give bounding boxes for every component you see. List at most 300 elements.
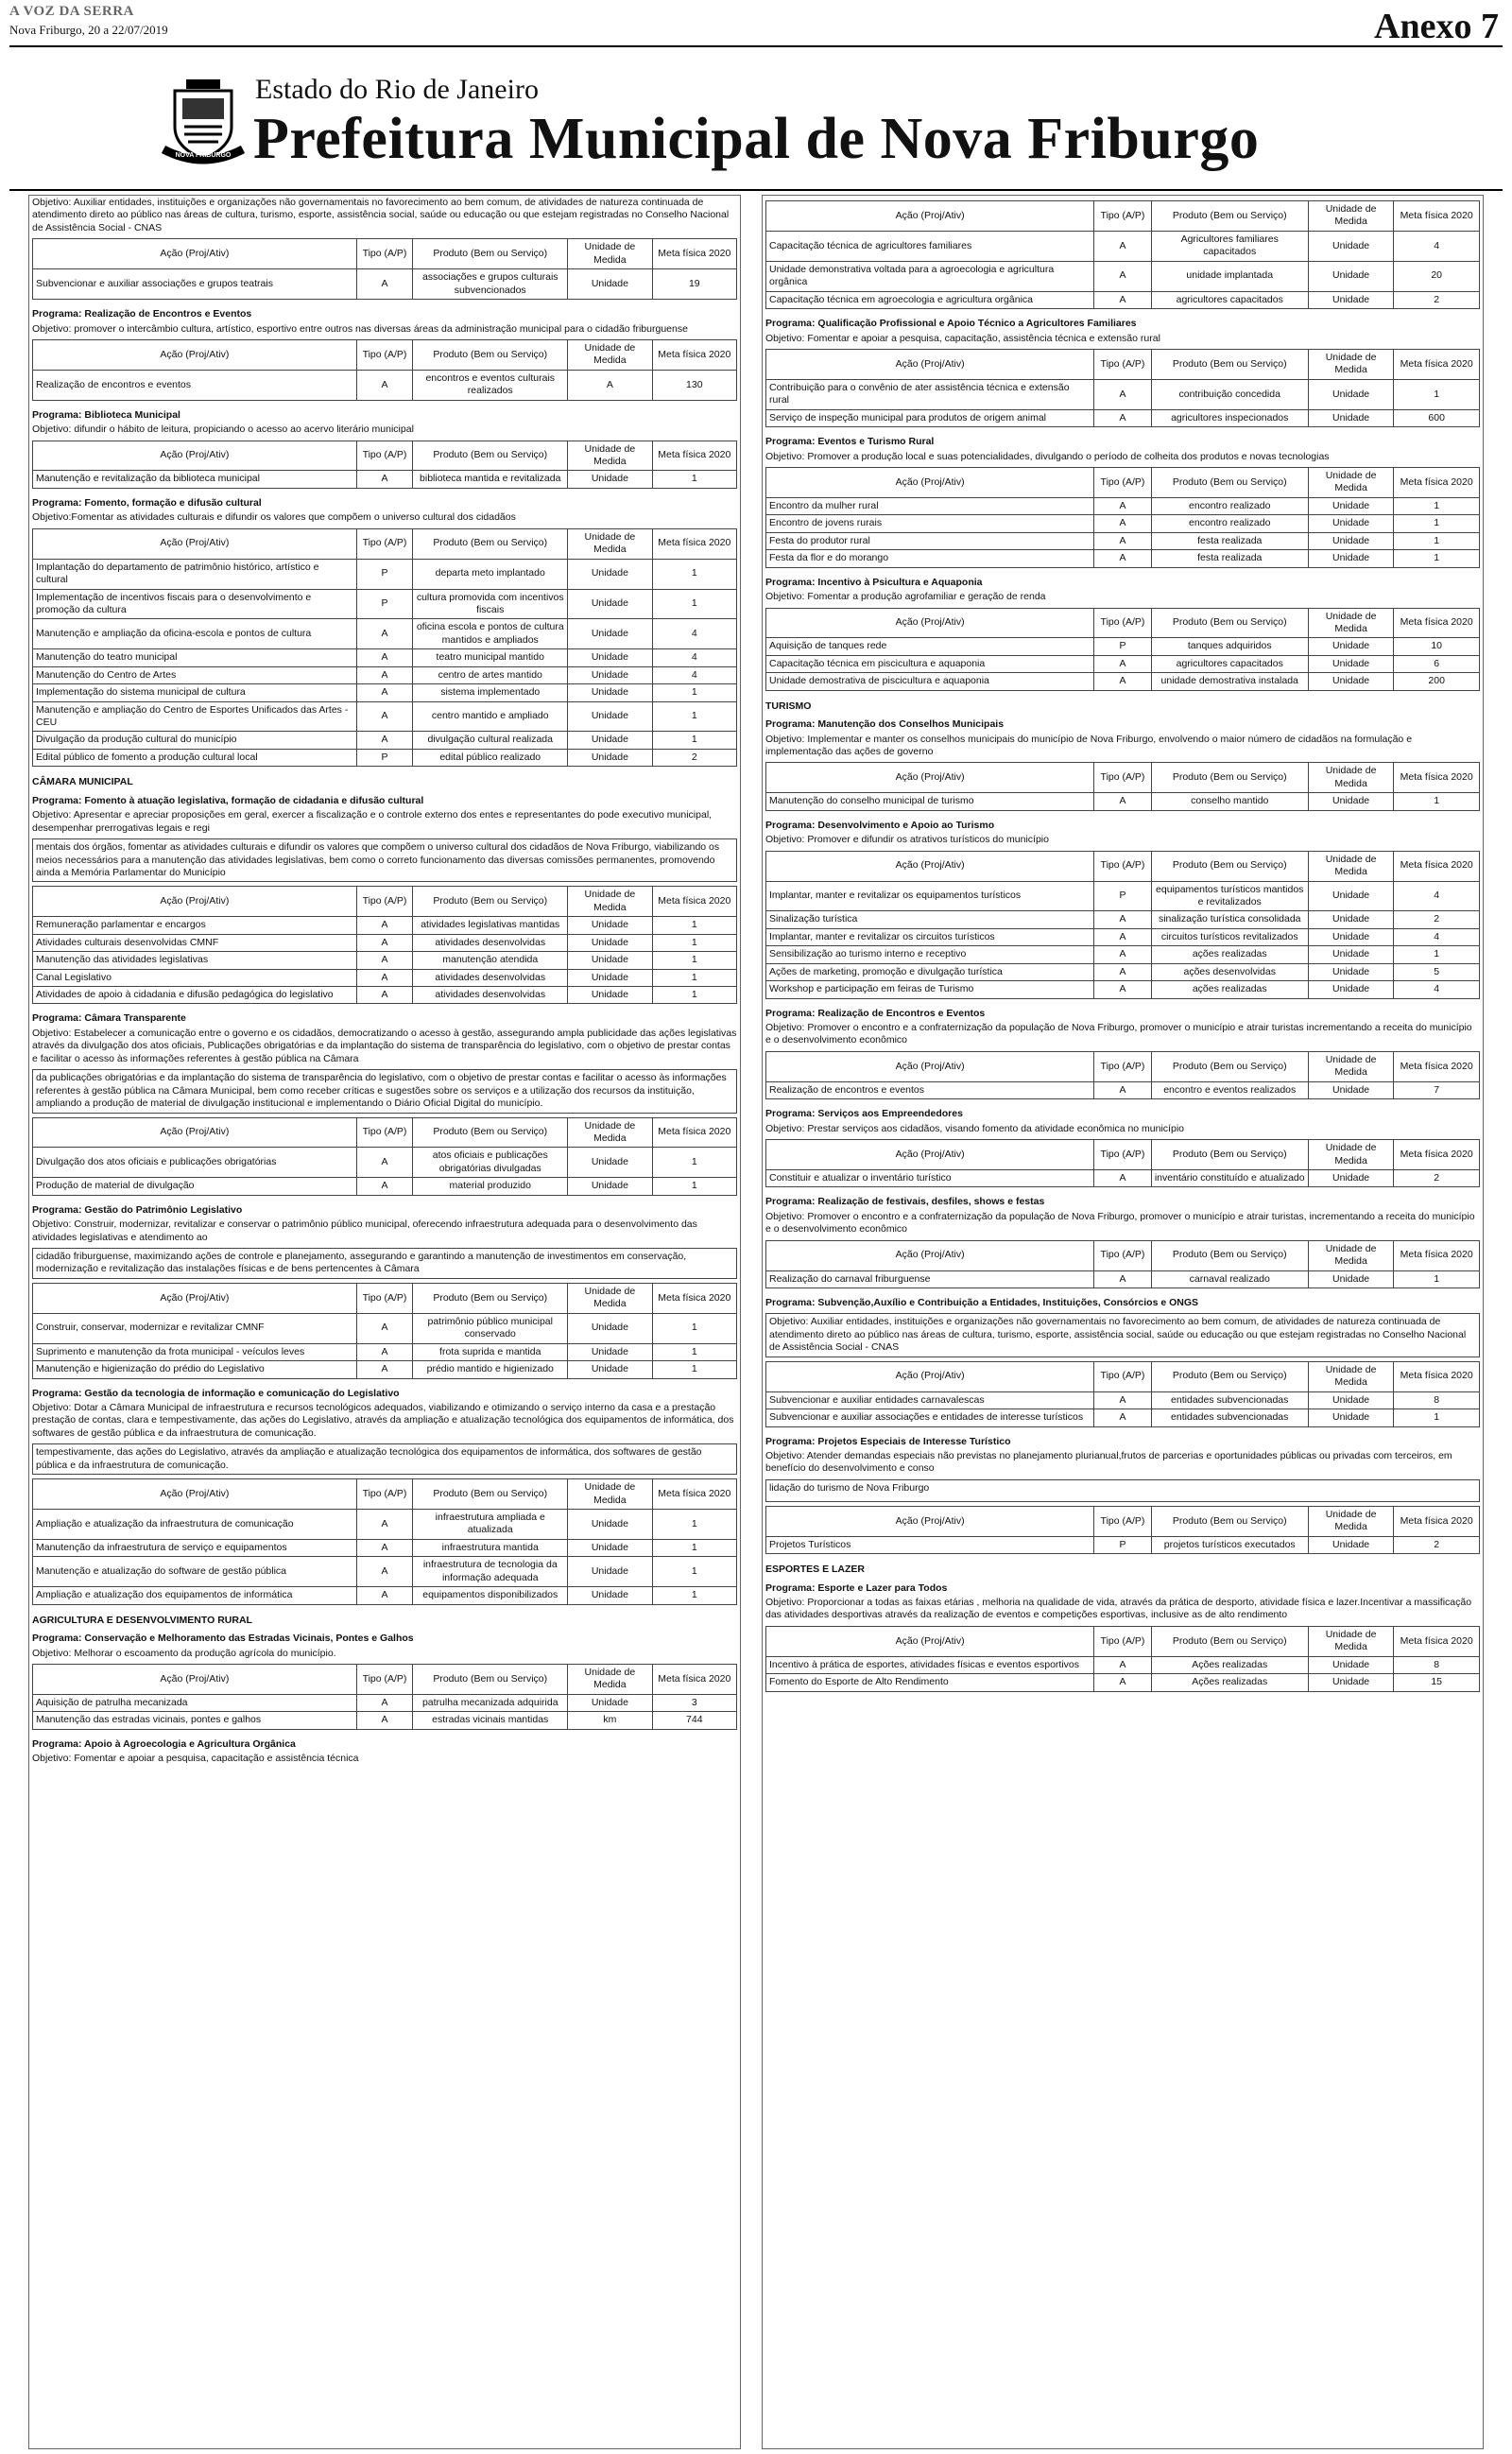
column-header-acao: Ação (Proj/Ativ) [766,1626,1094,1656]
target-cell: 1 [1394,532,1480,549]
column-header-meta: Meta física 2020 [1394,201,1480,232]
table-row [766,963,1480,980]
column-header-meta: Meta física 2020 [1394,1140,1480,1170]
type-cell: A [356,666,413,683]
actions-table [765,349,1480,427]
product-cell: patrimônio público municipal conservado [413,1313,568,1343]
product-cell: cultura promovida com incentivos fiscais [413,589,568,619]
type-cell: A [1094,963,1151,980]
unit-cell: Unidade [1308,1536,1394,1553]
action-cell: Manutenção do Centro de Artes [33,666,357,683]
actions-table [765,608,1480,691]
action-cell: Manutenção e atualização do software de gestão pública [33,1557,357,1587]
column-header-unidade: Unidade de Medida [568,528,652,559]
table-row [766,655,1480,672]
type-cell: A [356,684,413,701]
unit-cell: Unidade [568,917,652,934]
type-cell: P [356,559,413,589]
objective-continuation: lidação do turismo de Nova Friburgo [765,1479,1480,1502]
actions-table [765,467,1480,568]
target-cell: 130 [652,370,736,400]
program-objective: Objetivo: Implementar e manter os conselhos municipais do município de Nova Friburgo, envolvendo o maior número de cidadãos na formulação e implementação das ações de governo [765,733,1413,757]
column-header-tipo: Tipo (A/P) [356,441,413,471]
table-header-row [766,1626,1480,1656]
column-header-acao: Ação (Proj/Ativ) [33,1283,357,1313]
program-block [765,1196,1480,1288]
type-cell: A [1094,928,1151,945]
program-title: Programa: Gestão do Patrimônio Legislativo [32,1203,243,1216]
column-header-produto: Produto (Bem ou Serviço) [413,239,568,269]
table-row [33,1343,737,1360]
column-header-produto: Produto (Bem ou Serviço) [413,1117,568,1148]
type-cell: A [1094,673,1151,690]
type-cell: A [356,1510,413,1540]
table-header-row [766,763,1480,793]
product-cell: entidades subvencionadas [1151,1391,1308,1408]
table-row [766,550,1480,567]
column-header-tipo: Tipo (A/P) [1094,608,1151,638]
target-cell: 1 [652,934,736,951]
table-row [33,649,737,666]
left-column [32,197,737,1774]
table-row [33,589,737,619]
action-cell: Subvencionar e auxiliar associações e grupos teatrais [33,269,357,300]
table-header-row [33,1479,737,1510]
unit-cell: Unidade [568,987,652,1004]
target-cell: 1 [1394,515,1480,532]
table-row [33,749,737,766]
program-objective: Objetivo: difundir o hábito de leitura, propiciando o acesso ao acervo literário municipal [32,423,414,436]
type-cell: A [356,619,413,649]
table-header-row [766,468,1480,498]
product-cell: encontro realizado [1151,497,1308,514]
table-row [766,409,1480,426]
program-title: Programa: Subvenção,Auxílio e Contribuição a Entidades, Instituições, Consórcios e ONGS [765,1297,1199,1308]
table-row [766,881,1480,911]
column-header-acao: Ação (Proj/Ativ) [33,528,357,559]
type-cell: A [1094,911,1151,928]
program-title: Programa: Projetos Especiais de Interesse Turístico [765,1435,1011,1447]
target-cell: 1 [652,917,736,934]
table-row [33,1313,737,1343]
product-cell: centro de artes mantido [413,666,568,683]
column-header-produto: Produto (Bem ou Serviço) [1151,1626,1308,1656]
column-header-acao: Ação (Proj/Ativ) [766,1240,1094,1270]
program-block [765,1297,1480,1427]
type-cell: A [356,649,413,666]
target-cell: 4 [652,619,736,649]
program-block [765,1564,1480,1692]
table-row [33,917,737,934]
program-objective: Objetivo: Estabelecer a comunicação entre o governo e os cidadãos, democratizando o acesso à gestão, assegurando ampla publicidade das ações legislativas através da divulgação dos atos oficiais, Publicações obrigatórias e da implantação do sistema de transparência do legislativo, com o objetivo de prestar contas e facilitar o acesso às informações referentes à gestão pública na Câmara [32,1027,737,1064]
column-header-meta: Meta física 2020 [1394,1361,1480,1391]
product-cell: atividades desenvolvidas [413,969,568,986]
product-cell: Ações realizadas [1151,1674,1308,1691]
column-header-acao: Ação (Proj/Ativ) [33,1117,357,1148]
action-cell: Manutenção do conselho municipal de turismo [766,793,1094,810]
unit-cell: Unidade [1308,881,1394,911]
product-cell: entidades subvencionadas [1151,1409,1308,1426]
column-header-acao: Ação (Proj/Ativ) [33,339,357,370]
product-cell: ações realizadas [1151,981,1308,998]
unit-cell: Unidade [568,471,652,488]
action-cell: Incentivo à prática de esportes, atividades físicas e eventos esportivos [766,1656,1094,1673]
column-header-meta: Meta física 2020 [652,441,736,471]
action-cell: Implantar, manter e revitalizar os equipamentos turísticos [766,881,1094,911]
target-cell: 4 [652,666,736,683]
program-title: Programa: Incentivo à Psicultura e Aquaponia [765,576,983,588]
table-row [33,269,737,300]
target-cell: 15 [1394,1674,1480,1691]
unit-cell: Unidade [1308,379,1394,409]
action-cell: Projetos Turísticos [766,1536,1094,1553]
action-cell: Capacitação técnica em piscicultura e aquaponia [766,655,1094,672]
type-cell: A [356,471,413,488]
unit-cell: Unidade [568,1313,652,1343]
table-row [766,793,1480,810]
action-cell: Edital público de fomento a produção cultural local [33,749,357,766]
column-header-produto: Produto (Bem ou Serviço) [413,339,568,370]
unit-cell: Unidade [568,701,652,732]
municipal-crest-icon [156,74,250,168]
table-row [766,261,1480,291]
column-header-produto: Produto (Bem ou Serviço) [413,887,568,917]
type-cell: A [356,732,413,749]
column-header-acao: Ação (Proj/Ativ) [766,1361,1094,1391]
table-row [766,673,1480,690]
table-row [33,969,737,986]
action-cell: Divulgação dos atos oficiais e publicações obrigatórias [33,1148,357,1178]
unit-cell: Unidade [568,559,652,589]
unit-cell: Unidade [1308,1169,1394,1186]
program-objective: Objetivo: Apresentar e apreciar proposições em geral, exercer a fiscalização e o controle externo dos entes e representantes do pode executivo municipal, desempenhar prerrogativas legais e regi [32,809,713,834]
table-row [33,1557,737,1587]
table-row [766,497,1480,514]
action-cell: Atividades de apoio à cidadania e difusão pedagógica do legislativo [33,987,357,1004]
column-header-acao: Ação (Proj/Ativ) [766,468,1094,498]
action-cell: Festa do produtor rural [766,532,1094,549]
table-row [33,1694,737,1711]
action-cell: Manutenção das atividades legislativas [33,952,357,969]
action-cell: Constituir e atualizar o inventário turístico [766,1169,1094,1186]
program-objective: Objetivo: Atender demandas especiais não previstas no planejamento plurianual,frutos de parcerias e oportunidades públicas ou privadas com terceiros, em benefício do desenvolvimento e conso [765,1449,1452,1475]
table-row [766,981,1480,998]
actions-table [32,1478,737,1605]
target-cell: 4 [1394,928,1480,945]
column-header-tipo: Tipo (A/P) [1094,1626,1151,1656]
column-header-produto: Produto (Bem ou Serviço) [1151,201,1308,232]
product-cell: agricultores inspecionados [1151,409,1308,426]
column-header-meta: Meta física 2020 [1394,349,1480,379]
product-cell: infraestrutura ampliada e atualizada [413,1510,568,1540]
annex-title: Anexo 7 [1374,7,1499,46]
unit-cell: Unidade [568,666,652,683]
unit-cell: Unidade [568,1557,652,1587]
column-header-meta: Meta física 2020 [652,239,736,269]
right-column [765,197,1480,1701]
program-title: Programa: Fomento, formação e difusão cultural [32,496,262,509]
actions-table [765,200,1480,309]
product-cell: encontros e eventos culturais realizados [413,370,568,400]
actions-table [765,762,1480,810]
program-objective: Objetivo: Fomentar e apoiar a pesquisa, capacitação, assistência técnica e extensão rural [765,332,1160,344]
target-cell: 3 [652,1694,736,1711]
type-cell: A [356,1557,413,1587]
table-row [766,911,1480,928]
program-objective: Objetivo:Fomentar as atividades culturais e difundir os valores que compõem o universo cultural dos cidadãos [32,511,516,524]
program-title: Programa: Realização de Encontros e Eventos [765,1007,986,1019]
type-cell: A [1094,409,1151,426]
type-cell: A [1094,550,1151,567]
table-row [766,928,1480,945]
objective-continuation: mentais dos órgãos, fomentar as atividades culturais e difundir os valores que compõem o universo cultural dos cidadãos de Nova Friburgo, viabilizando os meios necessários para a manutenção das atividades legislativas, bem como o correto funcionamento das diversas comissões permanentes, promovendo ainda a Memória Parlamentar do Município [32,838,737,882]
target-cell: 4 [1394,981,1480,998]
table-row [766,1169,1480,1186]
unit-cell: Unidade [568,1178,652,1195]
program-objective: Objetivo: Promover e difundir os atrativos turísticos do município [765,834,1049,846]
action-cell: Unidade demostrativa de piscicultura e aquaponia [766,673,1094,690]
target-cell: 1 [1394,793,1480,810]
table-header-row [766,349,1480,379]
product-cell: unidade implantada [1151,261,1308,291]
column-header-unidade: Unidade de Medida [1308,1506,1394,1536]
action-cell: Aquisição de patrulha mecanizada [33,1694,357,1711]
type-cell: A [356,1712,413,1729]
table-header-row [33,239,737,269]
table-row [766,1391,1480,1408]
column-header-tipo: Tipo (A/P) [1094,1240,1151,1270]
table-row [33,952,737,969]
product-cell: Agricultores familiares capacitados [1151,231,1308,261]
type-cell: A [1094,261,1151,291]
program-objective: Objetivo: Proporcionar a todas as faixas etárias , melhoria na qualidade de vida, através da prática de desporto, atividade física e lazer.Incentivar a massificação das atividades desportivas através da realização de eventos e competições esportivas, inclusive as de alto rendimento [765,1597,1472,1621]
action-cell: Festa da flor e do morango [766,550,1094,567]
unit-cell: Unidade [568,1510,652,1540]
type-cell: A [1094,1656,1151,1673]
table-header-row [33,339,737,370]
program-title: Programa: Biblioteca Municipal [32,408,180,421]
newspaper-name: A VOZ DA SERRA [9,4,134,19]
table-row [766,515,1480,532]
action-cell: Workshop e participação em feiras de Turismo [766,981,1094,998]
product-cell: atividades legislativas mantidas [413,917,568,934]
program-objective: Objetivo: Promover o encontro e a confraternização da população de Nova Friburgo, promover o município e atrair turistas incrementando a receita do município e o desenvolvimento econômico [765,1022,1472,1046]
unit-cell: Unidade [1308,1081,1394,1098]
unit-cell: Unidade [1308,550,1394,567]
column-header-acao: Ação (Proj/Ativ) [33,239,357,269]
column-header-tipo: Tipo (A/P) [1094,468,1151,498]
column-header-unidade: Unidade de Medida [568,239,652,269]
program-block [32,497,737,767]
actions-table [32,339,737,401]
column-header-unidade: Unidade de Medida [1308,349,1394,379]
program-block [32,776,737,1004]
column-header-tipo: Tipo (A/P) [356,1479,413,1510]
unit-cell: Unidade [1308,231,1394,261]
product-cell: atividades desenvolvidas [413,987,568,1004]
section-title: ESPORTES E LAZER [765,1564,866,1576]
unit-cell: Unidade [568,934,652,951]
column-header-produto: Produto (Bem ou Serviço) [413,1664,568,1694]
column-header-unidade: Unidade de Medida [568,887,652,917]
program-title: Programa: Manutenção dos Conselhos Municipais [765,718,1005,731]
column-header-acao: Ação (Proj/Ativ) [766,1051,1094,1081]
unit-cell: Unidade [1308,1409,1394,1426]
column-header-unidade: Unidade de Medida [568,1479,652,1510]
unit-cell: Unidade [568,1361,652,1378]
unit-cell: Unidade [1308,638,1394,655]
column-header-acao: Ação (Proj/Ativ) [766,1140,1094,1170]
product-cell: inventário constituído e atualizado [1151,1169,1308,1186]
unit-cell: Unidade [568,684,652,701]
column-header-acao: Ação (Proj/Ativ) [766,851,1094,881]
program-block [765,436,1480,568]
target-cell: 1 [652,559,736,589]
table-row [766,1536,1480,1553]
column-header-meta: Meta física 2020 [1394,763,1480,793]
product-cell: carnaval realizado [1151,1270,1308,1287]
target-cell: 8 [1394,1391,1480,1408]
program-title: Programa: Fomento à atuação legislativa, formação de cidadania e difusão cultural [32,794,424,806]
target-cell: 1 [652,701,736,732]
type-cell: A [1094,655,1151,672]
program-block [765,318,1480,427]
target-cell: 2 [1394,1536,1480,1553]
type-cell: A [356,269,413,300]
action-cell: Manutenção e ampliação da oficina-escola e pontos de cultura [33,619,357,649]
program-block [765,1008,1480,1100]
column-header-meta: Meta física 2020 [652,1283,736,1313]
type-cell: A [1094,515,1151,532]
unit-cell: Unidade [1308,409,1394,426]
program-objective: Objetivo: Melhorar o escoamento da produção agrícola do município. [32,1647,336,1659]
program-block [765,700,1480,811]
unit-cell: Unidade [1308,1391,1394,1408]
column-header-meta: Meta física 2020 [1394,608,1480,638]
column-header-produto: Produto (Bem ou Serviço) [1151,1361,1308,1391]
state-name: Estado do Rio de Janeiro [255,74,539,105]
table-row [33,1148,737,1178]
type-cell: A [356,1361,413,1378]
unit-cell: Unidade [1308,291,1394,308]
target-cell: 1 [652,952,736,969]
column-header-tipo: Tipo (A/P) [356,528,413,559]
type-cell: A [356,701,413,732]
target-cell: 5 [1394,963,1480,980]
target-cell: 10 [1394,638,1480,655]
column-header-unidade: Unidade de Medida [1308,851,1394,881]
target-cell: 19 [652,269,736,300]
table-header-row [33,1283,737,1313]
action-cell: Implantação do departamento de patrimônio histórico, artístico e cultural [33,559,357,589]
product-cell: teatro municipal mantido [413,649,568,666]
target-cell: 2 [652,749,736,766]
product-cell: edital público realizado [413,749,568,766]
type-cell: A [1094,793,1151,810]
target-cell: 7 [1394,1081,1480,1098]
target-cell: 1 [652,1587,736,1604]
column-header-acao: Ação (Proj/Ativ) [33,1664,357,1694]
unit-cell: A [568,370,652,400]
program-block [32,1204,737,1379]
column-header-unidade: Unidade de Medida [568,1664,652,1694]
action-cell: Ações de marketing, promoção e divulgação turística [766,963,1094,980]
action-cell: Capacitação técnica de agricultores familiares [766,231,1094,261]
target-cell: 1 [652,1539,736,1556]
table-row [33,684,737,701]
table-header-row [33,1117,737,1148]
action-cell: Implantar, manter e revitalizar os circuitos turísticos [766,928,1094,945]
column-header-tipo: Tipo (A/P) [356,339,413,370]
action-cell: Manutenção das estradas vicinais, pontes e galhos [33,1712,357,1729]
action-cell: Encontro de jovens rurais [766,515,1094,532]
type-cell: A [1094,1081,1151,1098]
table-row [33,1539,737,1556]
type-cell: A [1094,1169,1151,1186]
target-cell: 6 [1394,655,1480,672]
type-cell: A [356,1313,413,1343]
table-row [766,379,1480,409]
column-header-produto: Produto (Bem ou Serviço) [413,1479,568,1510]
target-cell: 1 [1394,379,1480,409]
target-cell: 1 [652,1148,736,1178]
header-divider [9,189,1503,191]
table-row [766,1656,1480,1673]
target-cell: 1 [652,969,736,986]
unit-cell: Unidade [568,952,652,969]
action-cell: Sinalização turística [766,911,1094,928]
table-row [766,1081,1480,1098]
svg-text:NOVA FRIBURGO: NOVA FRIBURGO [175,152,232,159]
type-cell: A [356,1587,413,1604]
unit-cell: Unidade [568,269,652,300]
program-objective: Objetivo: Promover a produção local e suas potencialidades, divulgando o período de colheita dos produtos e novas tecnologias [765,450,1330,462]
action-cell: Realização de encontros e eventos [33,370,357,400]
column-header-tipo: Tipo (A/P) [1094,1051,1151,1081]
unit-cell: Unidade [568,749,652,766]
type-cell: A [1094,1391,1151,1408]
section-title: AGRICULTURA E DESENVOLVIMENTO RURAL [32,1614,252,1626]
action-cell: Produção de material de divulgação [33,1178,357,1195]
column-header-unidade: Unidade de Medida [568,441,652,471]
action-cell: Manutenção e higienização do prédio do Legislativo [33,1361,357,1378]
program-block [32,1615,737,1730]
table-header-row [33,1664,737,1694]
product-cell: ações desenvolvidas [1151,963,1308,980]
column-header-produto: Produto (Bem ou Serviço) [1151,608,1308,638]
table-row [766,532,1480,549]
table-header-row [766,1051,1480,1081]
actions-table [32,886,737,1004]
section-title: TURISMO [765,700,812,712]
type-cell: P [1094,638,1151,655]
unit-cell: Unidade [568,589,652,619]
action-cell: Remuneração parlamentar e encargos [33,917,357,934]
target-cell: 1 [652,1343,736,1360]
program-block [765,577,1480,691]
action-cell: Subvencionar e auxiliar entidades carnavalescas [766,1391,1094,1408]
type-cell: A [356,917,413,934]
section-title: CÂMARA MUNICIPAL [32,776,133,788]
column-header-tipo: Tipo (A/P) [1094,763,1151,793]
actions-table [765,1240,1480,1288]
type-cell: A [356,987,413,1004]
type-cell: A [356,934,413,951]
column-header-produto: Produto (Bem ou Serviço) [1151,1240,1308,1270]
target-cell: 600 [1394,409,1480,426]
unit-cell: Unidade [568,732,652,749]
objective-continuation: da publicações obrigatórias e da implantação do sistema de transparência do legislativo, com o objetivo de prestar contas e facilitar o acesso às informações referentes à gestão pública na Câmara Municipal, bem como receber críticas e sugestões sobre os serviços e a utilização dos recursos da instituição, ampliando a produção de material de divulgação institucional e implementando o Diário Oficial Digital do município. [32,1069,737,1113]
